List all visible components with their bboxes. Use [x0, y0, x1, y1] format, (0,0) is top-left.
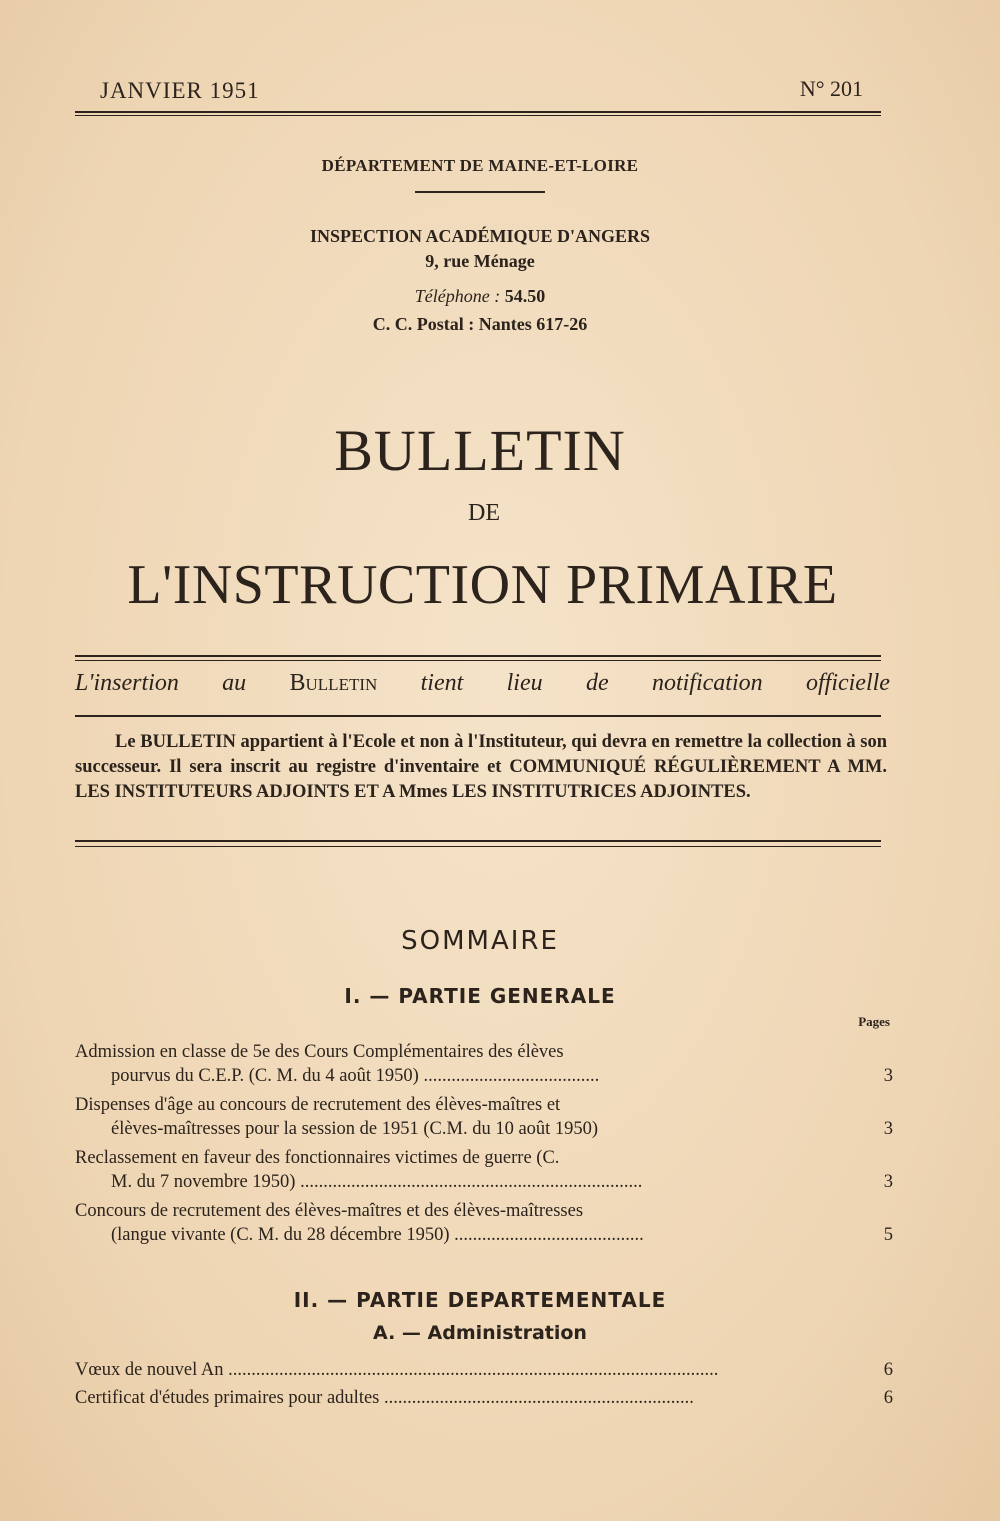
title-de: DE [468, 500, 500, 526]
part1-heading: I. — PARTIE GENERALE [344, 984, 616, 1008]
department-divider [415, 191, 545, 193]
section-a-heading: A. — Administration [373, 1322, 587, 1344]
toc-entry-line: (langue vivante (C. M. du 28 décembre 1950) ......................................... [111, 1225, 644, 1245]
address-line: 9, rue Ménage [425, 251, 535, 271]
title-instruction-primaire: L'INSTRUCTION PRIMAIRE [127, 554, 838, 616]
notice-word: L'insertion [75, 670, 179, 696]
toc-page-number: 3 [883, 1119, 893, 1139]
toc-page-number: 6 [883, 1388, 893, 1408]
toc-entry-line: Concours de recrutement des élèves-maîtres et des élèves-maîtresses [75, 1201, 584, 1221]
notice-word: tient [420, 670, 464, 696]
title-rule-bottom [75, 660, 881, 661]
toc-entry-line: Vœux de nouvel An .......................................................................................................... [75, 1360, 719, 1380]
header-rule [75, 111, 881, 113]
toc-page-number: 3 [883, 1172, 893, 1192]
warning-rule-top [75, 840, 881, 842]
pages-column-label: Pages [858, 1014, 890, 1029]
toc-entry [75, 1146, 893, 1194]
notice-word-bulletin: Bulletin [289, 670, 378, 696]
toc-entry-line: Admission en classe de 5e des Cours Complémentaires des élèves [75, 1042, 564, 1062]
toc-entry-line: Dispenses d'âge au concours de recrutement des élèves-maîtres et [75, 1095, 561, 1115]
title-bulletin: BULLETIN [334, 418, 626, 483]
notice-word: au [222, 670, 247, 696]
ownership-warning: Le BULLETIN appartient à l'Ecole et non à l'Instituteur, qui devra en remettre la collection à son successeur. Il sera inscrit au registre d'inventaire et COMMUNIQUÉ RÉGULIÈREMENT A MM. LES INSTITUTEURS ADJOINTS ET A Mmes LES INSTITUTRICES ADJOINTES. [75, 732, 887, 802]
toc-page-number: 6 [883, 1360, 893, 1380]
part1-toc [75, 1040, 893, 1252]
toc-entry [75, 1093, 893, 1141]
toc-entry-line: Reclassement en faveur des fonctionnaires victimes de guerre (C. [75, 1148, 560, 1168]
inspection-heading: INSPECTION ACADÉMIQUE D'ANGERS [309, 226, 651, 246]
department-heading: DÉPARTEMENT DE MAINE-ET-LOIRE [321, 156, 639, 175]
issue-date: JANVIER 1951 [100, 78, 260, 103]
part2-heading: II. — PARTIE DEPARTEMENTALE [293, 1288, 667, 1312]
toc-entry [75, 1358, 893, 1382]
notice-word: officielle [805, 670, 890, 696]
telephone-label: Téléphone : [414, 286, 501, 306]
telephone-number: 54.50 [504, 286, 546, 306]
notice-word: lieu [506, 670, 543, 696]
part2-toc [75, 1358, 893, 1415]
warning-rule-bottom [75, 846, 881, 847]
toc-entry [75, 1199, 893, 1247]
notice-word: de [585, 670, 609, 696]
header-rule-thin [75, 115, 881, 116]
official-notice [75, 670, 890, 697]
sommaire-heading: SOMMAIRE [401, 926, 559, 956]
toc-entry-line: pourvus du C.E.P. (C. M. du 4 août 1950) ...................................... [111, 1066, 600, 1086]
telephone-line [0, 286, 960, 307]
toc-entry [75, 1386, 893, 1410]
toc-entry [75, 1040, 893, 1088]
notice-rule [75, 715, 881, 717]
notice-word: notification [651, 670, 763, 696]
toc-entry-line: M. du 7 novembre 1950) .......................................................................... [111, 1172, 643, 1192]
toc-entry-line: Certificat d'études primaires pour adultes ................................................................... [75, 1388, 694, 1408]
postal-account-line: C. C. Postal : Nantes 617-26 [372, 314, 588, 334]
title-rule-top [75, 655, 881, 657]
toc-page-number: 3 [883, 1066, 893, 1086]
toc-page-number: 5 [883, 1225, 893, 1245]
issue-number: N° 201 [799, 76, 863, 101]
toc-entry-line: élèves-maîtresses pour la session de 1951 (C.M. du 10 août 1950) [111, 1119, 599, 1139]
